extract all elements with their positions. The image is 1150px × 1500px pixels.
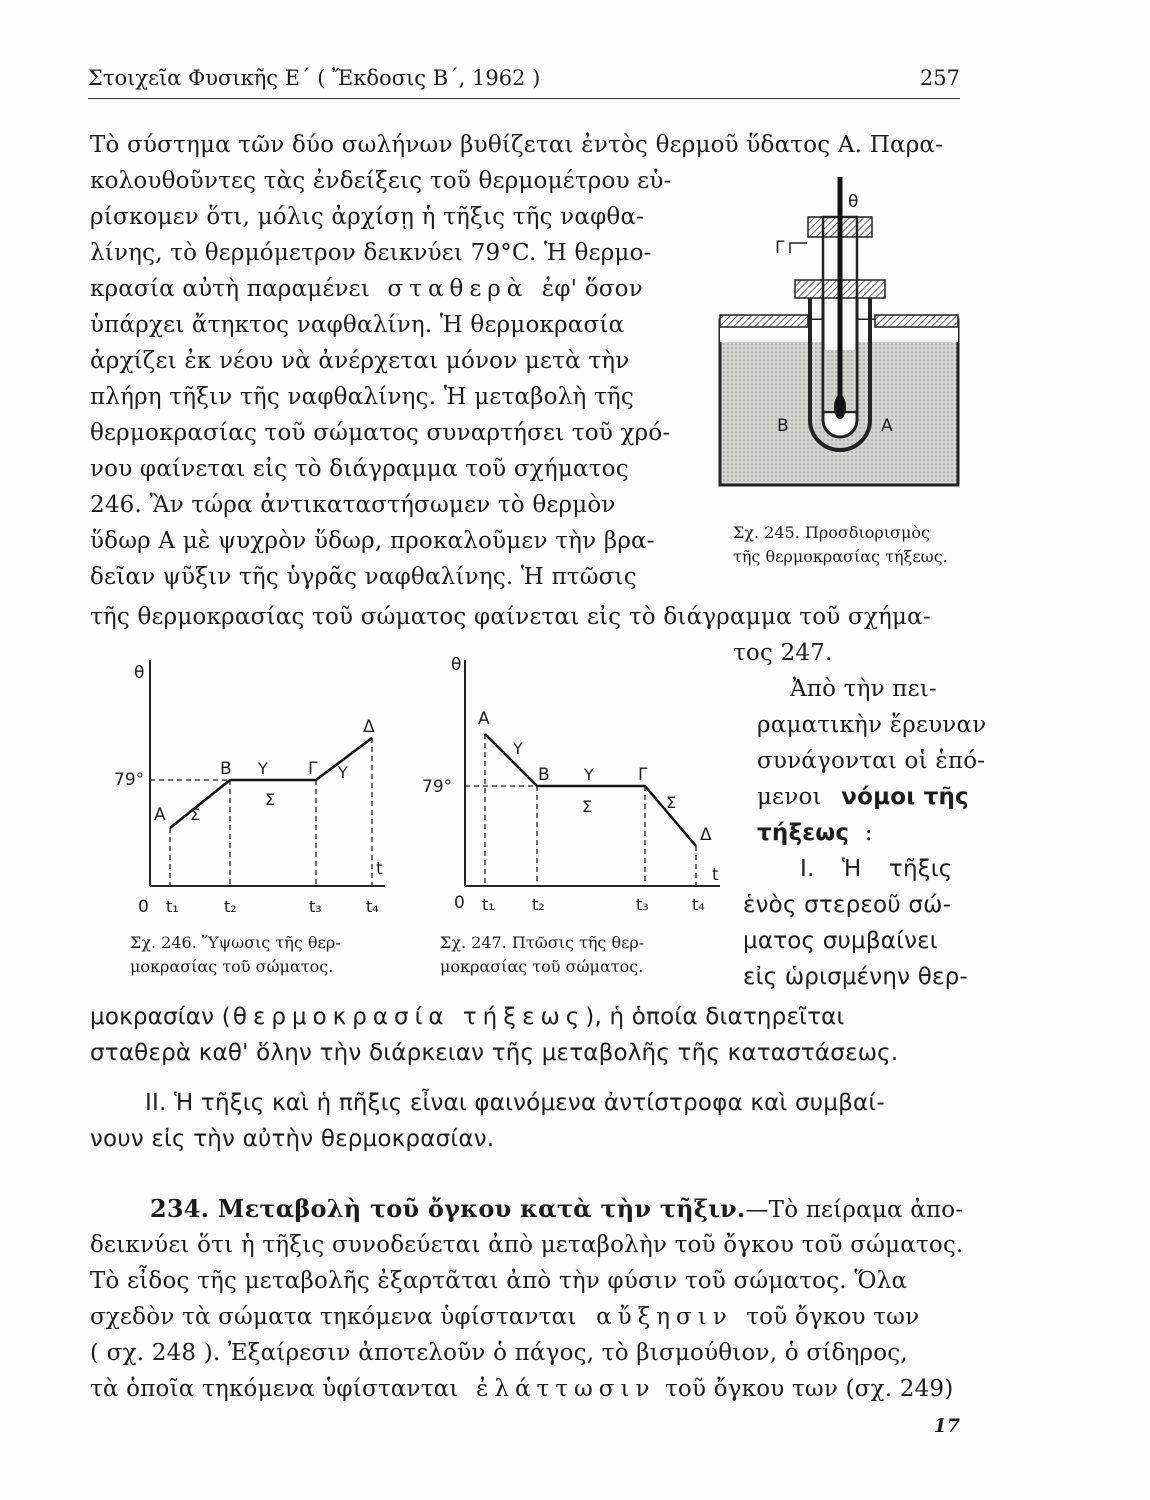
lid-left	[720, 315, 808, 327]
x-axis-label: t	[376, 859, 383, 879]
body-line: πλήρη τῆξιν τῆς ναφθαλίνης. Ἡ μεταβολὴ τῆς	[90, 384, 634, 410]
body-line: νουν εἰς τὴν αὐτὴν θερμοκρασίαν.	[90, 1126, 495, 1152]
text: κρασία αὐτὴ παραμένει	[90, 276, 370, 302]
figure-246-caption-line: μοκρασίας τοῦ σώματος.	[130, 957, 334, 976]
text: :	[864, 820, 873, 846]
body-line: νου φαίνεται εἰς τὸ διάγραμμα τοῦ σχήματος	[90, 456, 629, 482]
body-line	[90, 1371, 953, 1407]
text: μενοι	[757, 784, 822, 810]
body-line	[757, 815, 873, 851]
body-line: κολουθοῦντες τὰς ἐνδείξεις τοῦ θερμομέτρου εὑ-	[90, 168, 672, 194]
point-d: Δ	[363, 717, 375, 737]
y-mark-79: 79°	[114, 770, 145, 790]
heating-curve	[170, 738, 372, 828]
body-line: θερμοκρασίας τοῦ σώματος συναρτήσει τοῦ χρό-	[90, 420, 671, 446]
tick-t2: t₂	[532, 895, 545, 914]
body-line	[90, 1299, 919, 1335]
body-line: ρίσκομεν ὅτι, μόλις ἀρχίσῃ ἡ τῆξις τῆς ναφθα-	[90, 204, 645, 230]
body-line: Τὸ σύστημα τῶν δύο σωλήνων βυθίζεται ἐντὸς θερμοῦ ὕδατος Α. Παρα-	[90, 132, 944, 158]
figure-247-caption-line: μοκρασίας τοῦ σώματος.	[440, 957, 644, 976]
running-title: Στοιχεῖα Φυσικῆς Ε΄ ( Ἔκδοσις Β΄, 1962 )	[88, 66, 541, 90]
segment-label-s1: Σ	[582, 797, 593, 816]
segment-label-y2: Υ	[584, 765, 594, 784]
body-line: 246. Ἂν τώρα ἀντικαταστήσωμεν τὸ θερμὸν	[90, 492, 616, 518]
bold-text: νόμοι τῆς	[841, 784, 969, 810]
b-label: Β	[777, 416, 789, 436]
body-line: Τὸ εἶδος τῆς μεταβολῆς ἐξαρτᾶται ἀπὸ τὴν φύσιν τοῦ σώματος. Ὅλα	[90, 1268, 908, 1294]
point-b: Β	[538, 765, 550, 785]
point-d: Δ	[700, 825, 712, 845]
tick-t3: t₃	[309, 897, 322, 916]
body-line: ὕδωρ Α μὲ ψυχρὸν ὕδωρ, προκαλοῦμεν τὴν βρα-	[90, 528, 655, 554]
body-line: τος 247.	[733, 640, 833, 666]
body-line: Ι. Ἡ τῆξις	[800, 856, 953, 882]
body-line: δεικνύει ὅτι ἡ τῆξις συνοδεύεται ἀπὸ μεταβολὴν τοῦ ὄγκου τοῦ σώματος.	[90, 1232, 964, 1258]
a-label: Α	[881, 416, 893, 436]
segment-label-s1: Σ	[190, 805, 201, 824]
theta-label: θ	[848, 192, 859, 212]
body-line: ἑνὸς στερεοῦ σώ-	[743, 892, 952, 918]
text: ἐφ' ὅσον	[541, 276, 643, 302]
point-b: Β	[220, 759, 232, 779]
figure-245-caption-line: Σχ. 245. Προσδιορισμὸς	[733, 523, 930, 542]
text: μοκρασίαν (	[90, 1004, 231, 1030]
point-a: Α	[478, 709, 490, 729]
y-axis-label: θ	[451, 655, 462, 675]
point-g: Γ	[638, 765, 648, 785]
x-axis-label: t	[712, 865, 719, 885]
body-line: συνάγονται οἱ ἑπό-	[757, 748, 986, 774]
figure-245-caption-line: τῆς θερμοκρασίας τήξεως.	[733, 547, 948, 566]
body-line	[90, 271, 643, 307]
body-line: ματος συμβαίνει	[743, 928, 938, 954]
spaced-text: θερμοκρασία τήξεως	[232, 1004, 586, 1030]
bold-text: τήξεως	[757, 820, 850, 846]
y-mark-79: 79°	[422, 777, 453, 797]
tick-t1: t₁	[166, 897, 179, 916]
gamma-pointer	[790, 243, 807, 253]
spaced-text: σταθερὰ	[387, 276, 529, 302]
segment-label-y2: Υ	[338, 763, 348, 782]
body-line: εἰς ὡρισμένην θερ-	[743, 964, 968, 990]
section-heading: 234. Μεταβολὴ τοῦ ὄγκου κατὰ τὴν τῆξιν.	[150, 1194, 746, 1223]
y-axis-label: θ	[134, 663, 145, 683]
origin-label: 0	[138, 897, 149, 917]
origin-label: 0	[454, 893, 465, 913]
segment-label-s2: Σ	[666, 793, 677, 812]
figure-247-chart	[420, 650, 735, 925]
tick-t4: t₄	[692, 895, 705, 914]
tick-t2: t₂	[224, 897, 237, 916]
text: σχεδὸν τὰ σώματα τηκόμενα ὑφίστανται	[90, 1304, 577, 1330]
body-line: σταθερὰ καθ' ὅλην τὴν διάρκειαν τῆς μεταβολῆς τῆς καταστάσεως.	[90, 1040, 899, 1066]
body-line: ἀρχίζει ἐκ νέου νὰ ἀνέρχεται μόνον μετὰ τὴν	[90, 348, 630, 374]
tick-t3: t₃	[636, 895, 649, 914]
section-heading-line	[150, 1191, 963, 1228]
text: τοῦ ὄγκου των (σχ. 249)	[664, 1376, 954, 1402]
body-line: δεῖαν ψῦξιν τῆς ὑγρᾶς ναφθαλίνης. Ἡ πτῶσις	[90, 564, 637, 590]
spaced-text: ἐλάττωσιν	[476, 1376, 656, 1402]
body-line	[757, 779, 969, 815]
body-line: ΙΙ. Ἡ τῆξις καὶ ἡ πῆξις εἶναι φαινόμενα ἀντίστροφα καὶ συμβαί-	[145, 1090, 885, 1116]
figure-246-chart	[114, 650, 410, 925]
running-header	[88, 60, 960, 99]
point-g: Γ	[308, 759, 318, 779]
body-line	[90, 999, 844, 1035]
text: τοῦ ὄγκου των	[746, 1304, 920, 1330]
lid-right	[875, 315, 958, 327]
thermometer-bulb	[834, 395, 846, 419]
point-a: Α	[154, 805, 166, 825]
tick-t1: t₁	[482, 895, 495, 914]
body-line: ραματικὴν ἔρευναν	[757, 712, 987, 738]
body-line: Ἀπὸ τὴν πει-	[790, 676, 937, 702]
body-line: τῆς θερμοκρασίας τοῦ σώματος φαίνεται εἰς τὸ διάγραμμα τοῦ σχήμα-	[90, 604, 931, 630]
body-line: ὑπάρχει ἄτηκτος ναφθαλίνη. Ἡ θερμοκρασία	[90, 312, 625, 338]
text: ), ἡ ὁποία διατηρεῖται	[585, 1004, 845, 1030]
folio-signature: 17	[933, 1415, 960, 1437]
text: τὰ ὁποῖα τηκόμενα ὑφίστανται	[90, 1376, 459, 1402]
body-line: λίνης, τὸ θερμόμετρον δεικνύει 79°C. Ἡ θερμο-	[90, 240, 652, 266]
spaced-text: αὔξησιν	[596, 1304, 733, 1330]
tick-t4: t₄	[366, 897, 379, 916]
figure-247-caption-line: Σχ. 247. Πτῶσις τῆς θερ-	[440, 933, 645, 952]
figure-245-diagram	[715, 175, 965, 515]
body-line: ( σχ. 248 ). Ἐξαίρεσιν ἀποτελοῦν ὁ πάγος, τὸ βισμούθιον, ὁ σίδηρος,	[90, 1340, 908, 1366]
text: —Τὸ πείραμα ἀπο-	[745, 1197, 964, 1223]
gamma-label: Γ	[775, 238, 785, 258]
figure-246-caption-line: Σχ. 246. Ὕψωσις τῆς θερ-	[130, 933, 341, 952]
page-number: 257	[919, 66, 960, 90]
segment-label-s2: Σ	[265, 790, 276, 809]
segment-label-y1: Υ	[258, 759, 268, 778]
segment-label-y1: Υ	[513, 739, 523, 758]
